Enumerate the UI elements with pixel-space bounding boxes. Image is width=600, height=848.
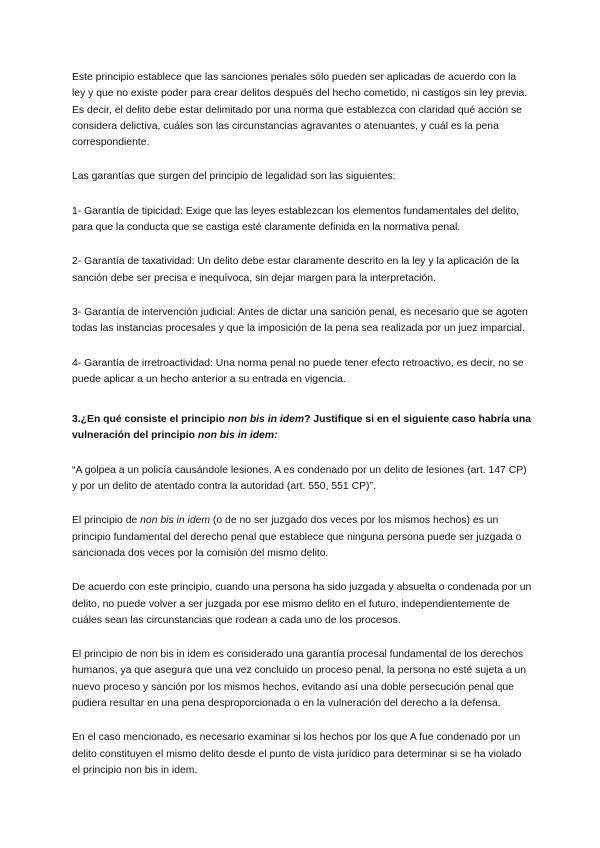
case-quote: “A golpea a un policía causándole lesiones. A es condenado por un delito de lesiones (art. 147 CP) y por un delito de atentado contra la autoridad (art. 550, 551 CP)”. — [72, 464, 527, 493]
paragraph-guarantees-intro: Las garantías que surgen del principio de legalidad son las siguientes: — [72, 171, 396, 183]
document-page — [72, 70, 532, 797]
answer-definition — [72, 513, 532, 562]
paragraph-non-retroactivity: 4- Garantía de irretroactividad: Una norma penal no puede tener efecto retroactivo, es decir, no se puede aplicar a un hecho anterior a su entrada en vigencia. — [72, 357, 524, 385]
question-text-1: 3.¿En qué consiste el principio — [72, 414, 228, 426]
question-heading — [72, 412, 532, 445]
paragraph-typicity: 1- Garantía de tipicidad: Exige que las leyes establezcan los elementos fundamentales del delito, para que la conducta que se castiga esté claramente definida en la normativa penal. — [72, 205, 520, 234]
answer-definition-rest: (o de no ser juzgado dos veces por los mismos hechos) es un principio fundamental del derecho penal que establece que ninguna persona puede ser juzgada o sancionada dos veces por la comisión del mismo delito. — [72, 515, 522, 559]
question-text-2: ? Justifique si en el siguiente caso habría una vulneración del principio — [72, 414, 532, 442]
answer-definition-start: El principio de — [72, 515, 141, 527]
answer-consequence: De acuerdo con este principio, cuando una persona ha sido juzgada y absuelta o condenada por un delito, no puede volver a ser juzgada por ese mismo delito en el futuro, independientemente de cuáles sean las circunstancias que rodean a cada uno de los procesos. — [72, 582, 532, 626]
paragraph-taxativity: 2- Garantía de taxatividad: Un delito debe estar claramente descrito en la ley y la aplicación de la sanción debe ser precisa e inequívoca, sin dejar margen para la interpretación. — [72, 256, 520, 284]
answer-definition-italic: non bis in idem — [140, 515, 211, 527]
answer-case-analysis: En el caso mencionado, es necesario examinar si los hechos por los que A fue condenado por un delito constituyen el mismo delito desde el punto de vista jurídico para determinar si se ha violado el principio non bis in idem. — [72, 732, 522, 776]
paragraph-judicial-intervention: 3- Garantía de intervención judicial: Antes de dictar una sanción penal, es necesario que se agoten todas las instancias procesales y que la imposición de la pena sea realizada por un juez imparcial. — [72, 306, 528, 335]
answer-guarantee: El principio de non bis in idem es considerado una garantía procesal fundamental de los derechos humanos, ya que asegura que una vez concluido un proceso penal, la persona no esté sujeta a un nuevo proceso y sanción por los mismos hechos, evitando así una doble persecución penal que pudiera resultar en una pena desproporcionada o en la vulneración del derecho a la defensa. — [72, 649, 527, 710]
question-italic-1: non bis in idem — [227, 414, 305, 426]
paragraph-legality-principle: Este principio establece que las sanciones penales sólo pueden ser aplicadas de acuerdo con la ley y que no existe poder para crear delitos después del hecho cometido, ni castigos sin ley previa. Es decir, el delito debe estar delimitado por una norma que establezca con claridad qué acción se considera delictiva, cuáles son las circunstancias agravantes o atenuantes, y cuál es la pena correspondiente. — [72, 72, 528, 149]
question-italic-2: non bis in idem: — [197, 430, 278, 442]
